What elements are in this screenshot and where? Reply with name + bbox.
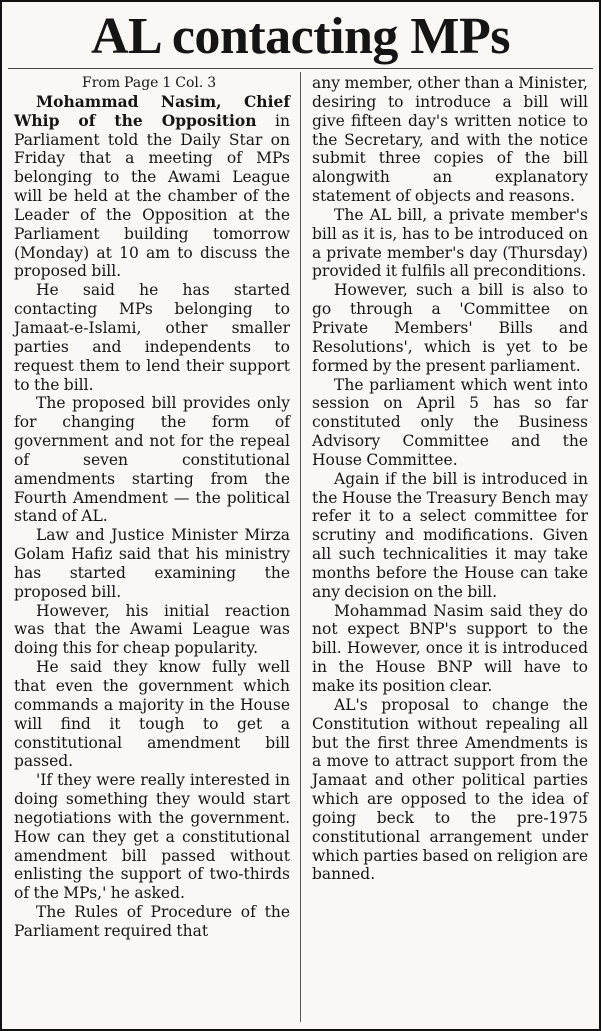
paragraph: The Rules of Procedure of the Parliament required that: [14, 903, 290, 940]
paragraph: The AL bill, a private member's bill as it is, has to be introduced on a private member's day (Thursday) provided it fulfils all preconditions.: [312, 205, 588, 281]
paragraph: Mohammad Nasim said they do not expect BNP's support to the bill. However, once it is introduced in the House BNP will have to make its position clear.: [312, 601, 588, 695]
dateline: From Page 1 Col. 3: [82, 75, 217, 91]
lead-rest: in Parliament told the Daily Star on Friday that a meeting of MPs belonging to the Awami League will be held at the chamber of the Leader of the Opposition at the Parliament building tomorrow (Monday) at 10 am to discuss the proposed bill.: [14, 111, 290, 281]
paragraph: AL's proposal to change the Constitution without repealing all but the first three Amendments is a move to attract support from the Jamaat and other political parties which are opposed to the idea of going beck to the pre-1975 constitutional arrangement under which parties based on religion are banned.: [312, 695, 588, 884]
right-column: [312, 74, 588, 884]
paragraph: However, his initial reaction was that the Awami League was doing this for cheap popularity.: [14, 601, 290, 658]
paragraph: However, such a bill is also to go through a 'Committee on Private Members' Bills and Resolutions', which is yet to be formed by the present parliament.: [312, 281, 588, 375]
lead-paragraph: [14, 93, 290, 281]
paragraph: Again if the bill is introduced in the House the Treasury Bench may refer it to a select committee for scrutiny and modifications. Given all such technicalities it may take months before the House can take any decision on the bill.: [312, 469, 588, 601]
paragraph: 'If they were really interested in doing something they would start negotiations with the government. How can they get a constitutional amendment bill passed without enlisting the support of two-thirds of the MPs,' he asked.: [14, 771, 290, 903]
column-divider: [300, 72, 301, 1022]
paragraph: He said they know fully well that even the government which commands a majority in the House will find it tough to get a constitutional amendment bill passed.: [14, 658, 290, 771]
paragraph: The parliament which went into session on April 5 has so far constituted only the Business Advisory Committee and the House Committee.: [312, 375, 588, 469]
paragraph: The proposed bill provides only for changing the form of government and not for the repeal of seven constitutional amendments starting from the Fourth Amendment — the political stand of AL.: [14, 394, 290, 526]
headline: AL contacting MPs: [90, 8, 511, 65]
paragraph-continued: any member, other than a Minister, desiring to introduce a bill will give fifteen day's written notice to the Secretary, and with the notice submit three copies of the bill alongwith an explanatory statement of objects and reasons.: [312, 74, 588, 206]
paragraph: He said he has started contacting MPs belonging to Jamaat-e-Islami, other smaller parties and independents to request them to lend their support to the bill.: [14, 281, 290, 394]
headline-rule: [8, 68, 593, 69]
paragraph: Law and Justice Minister Mirza Golam Hafiz said that his ministry has started examining the proposed bill.: [14, 526, 290, 601]
left-column: [14, 74, 290, 941]
lead-name: Mohammad Nasim, Chief Whip of the Opposition: [14, 91, 290, 130]
